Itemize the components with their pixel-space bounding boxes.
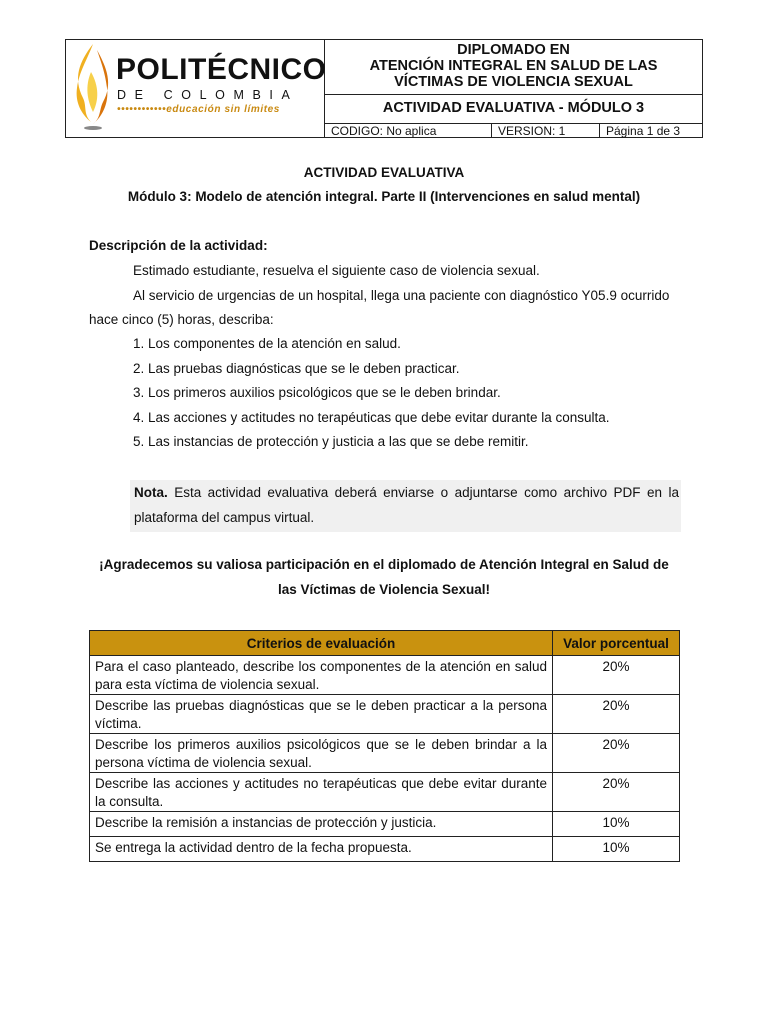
header-title-line: DIPLOMADO EN (457, 42, 570, 58)
list-item: 4. Las acciones y actitudes no terapéuticas que debe evitar durante la consulta. (133, 410, 610, 425)
table-row (90, 695, 680, 734)
criterion-cell: Describe los primeros auxilios psicológicos que se le deben brindar a la persona víctima de violencia sexual. (90, 734, 553, 773)
case-paragraph-line1: Al servicio de urgencias de un hospital, llega una paciente con diagnóstico Y05.9 ocurrido (133, 288, 670, 303)
list-item: 2. Las pruebas diagnósticas que se le deben practicar. (133, 361, 460, 376)
page-cell: Página 1 de 3 (606, 124, 681, 138)
activity-heading: ACTIVIDAD EVALUATIVA (303, 165, 465, 180)
table-header-row (90, 631, 680, 656)
column-header-criteria: Criterios de evaluación (90, 631, 553, 656)
logo-country: DE COLOMBIA (117, 88, 299, 102)
flame-icon (69, 42, 117, 134)
value-cell: 20% (553, 734, 680, 773)
value-cell: 20% (553, 656, 680, 695)
header-title-line: VÍCTIMAS DE VIOLENCIA SEXUAL (394, 74, 633, 90)
document-header (65, 39, 703, 138)
criterion-cell: Describe las acciones y actitudes no terapéuticas que debe evitar durante la consulta. (90, 773, 553, 812)
header-title (325, 40, 702, 94)
value-cell: 10% (553, 812, 680, 837)
header-title-line: ATENCIÓN INTEGRAL EN SALUD DE LAS (369, 58, 658, 74)
header-meta-row (325, 123, 702, 137)
institution-logo (66, 40, 325, 137)
logo-wordmark: POLITÉCNICO (116, 53, 327, 86)
case-paragraph-line2: hace cinco (5) horas, describa: (89, 312, 274, 327)
note-text: Esta actividad evaluativa deberá enviarse o adjuntarse como archivo PDF en la plataforma del campus virtual. (134, 485, 679, 525)
note-box (130, 480, 681, 532)
value-cell: 10% (553, 837, 680, 862)
list-item: 5. Las instancias de protección y justicia a las que se debe remitir. (133, 434, 529, 449)
value-cell: 20% (553, 773, 680, 812)
description-label: Descripción de la actividad: (89, 238, 268, 253)
logo-tagline: ••••••••••••educación sin límites (117, 104, 280, 115)
table-row (90, 812, 680, 837)
thanks-line-2: las Víctimas de Violencia Sexual! (277, 582, 491, 597)
list-item: 3. Los primeros auxilios psicológicos que se le deben brindar. (133, 385, 501, 400)
header-subtitle: ACTIVIDAD EVALUATIVA - MÓDULO 3 (325, 94, 702, 123)
column-header-value: Valor porcentual (553, 631, 680, 656)
version-cell: VERSION: 1 (492, 124, 600, 137)
intro-paragraph: Estimado estudiante, resuelva el siguiente caso de violencia sexual. (133, 263, 540, 278)
module-title: Módulo 3: Modelo de atención integral. Parte II (Intervenciones en salud mental) (127, 189, 641, 204)
list-item: 1. Los componentes de la atención en salud. (133, 336, 401, 351)
criterion-cell: Describe las pruebas diagnósticas que se le deben practicar a la persona víctima. (90, 695, 553, 734)
criterion-cell: Describe la remisión a instancias de protección y justicia. (90, 812, 553, 837)
criterion-cell: Para el caso planteado, describe los componentes de la atención en salud para esta víctima de violencia sexual. (90, 656, 553, 695)
table-row (90, 773, 680, 812)
criterion-cell: Se entrega la actividad dentro de la fecha propuesta. (90, 837, 553, 862)
table-row (90, 837, 680, 862)
evaluation-criteria-table (89, 630, 680, 862)
thanks-line-1: ¡Agradecemos su valiosa participación en el diplomado de Atención Integral en Salud de (99, 557, 669, 572)
table-row (90, 656, 680, 695)
value-cell: 20% (553, 695, 680, 734)
note-label: Nota. (134, 485, 168, 500)
code-cell: CODIGO: No aplica (325, 124, 492, 137)
table-row (90, 734, 680, 773)
